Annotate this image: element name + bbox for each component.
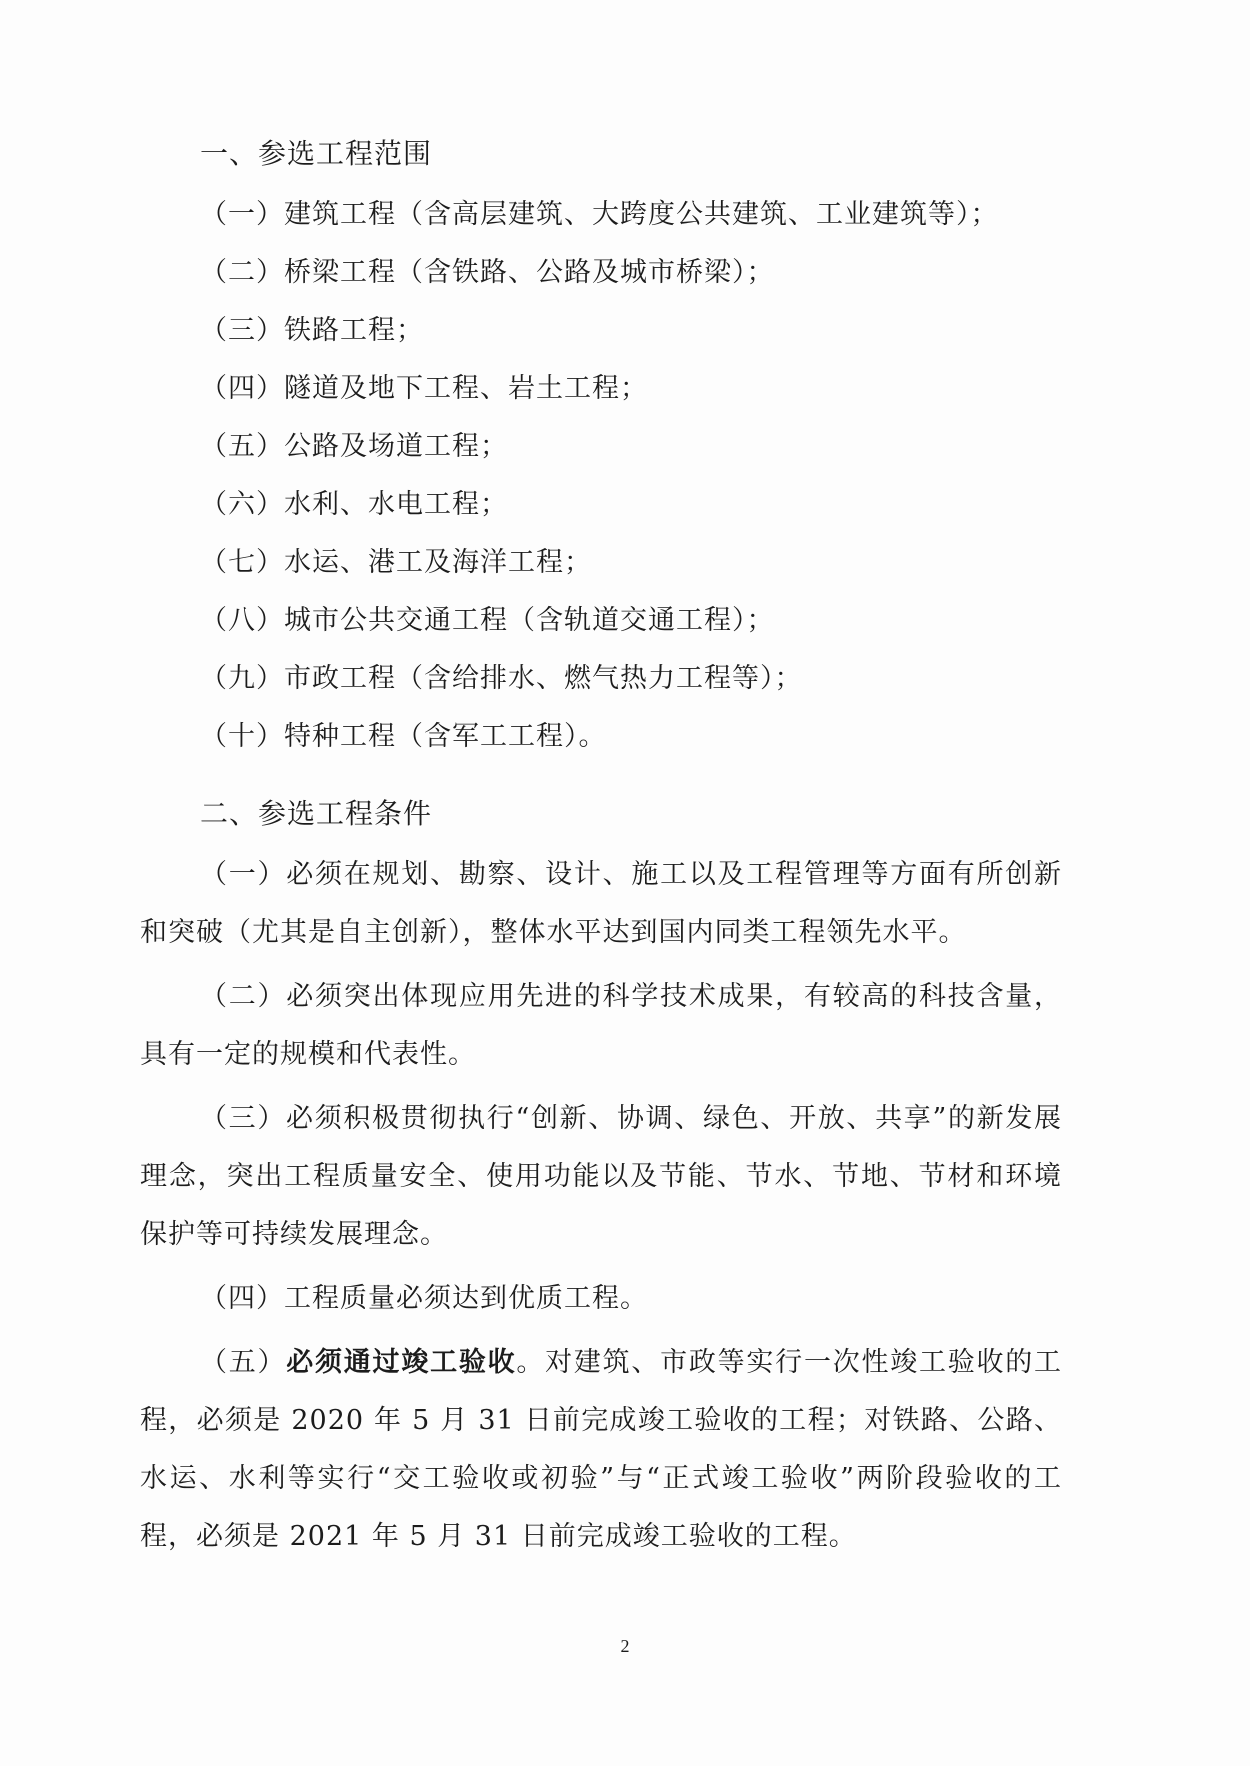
scope-item: （七）水运、港工及海洋工程； — [200, 547, 592, 578]
section-heading-scope: 一、参选工程范围 — [200, 137, 433, 170]
scope-item: （八）城市公共交通工程（含轨道交通工程）； — [200, 605, 775, 636]
scope-item: （六）水利、水电工程； — [200, 489, 508, 520]
condition-bold-text: 必须通过竣工验收 — [286, 1347, 517, 1378]
condition-paragraph: （二）必须突出体现应用先进的科学技术成果，有较高的科技含量，具有一定的规模和代表性。 — [140, 981, 1062, 1070]
scope-item: （一）建筑工程（含高层建筑、大跨度公共建筑、工业建筑等）； — [200, 199, 999, 230]
scope-list — [140, 186, 1062, 766]
section-spacer — [140, 766, 1062, 786]
condition-paragraph: （三）必须积极贯彻执行“创新、协调、绿色、开放、共享”的新发展理念，突出工程质量安全、使用功能以及节能、节水、节地、节材和环境保护等可持续发展理念。 — [140, 1103, 1062, 1250]
scope-item: （二）桥梁工程（含铁路、公路及城市桥梁）； — [200, 257, 775, 288]
condition-rest-text: 。对建筑、市政等实行一次性竣工验收的工程，必须是 2020 年 5 月 31 日前完成竣工验收的工程；对铁路、公路、水运、水利等实行“交工验收或初验”与“正式竣工验收”两阶段验收的工程，必须是 2021 年 5 月 31 日前完成竣工验收的工程。 — [140, 1347, 1063, 1552]
scope-item: （四）隧道及地下工程、岩土工程； — [200, 373, 648, 404]
condition-paragraph: （一）必须在规划、勘察、设计、施工以及工程管理等方面有所创新和突破（尤其是自主创新），整体水平达到国内同类工程领先水平。 — [140, 859, 1062, 948]
conditions-list — [140, 846, 1062, 1566]
page-number: 2 — [620, 1636, 630, 1656]
scope-item: （三）铁路工程； — [200, 315, 424, 346]
scope-item: （五）公路及场道工程； — [200, 431, 508, 462]
condition-paragraph-completion — [140, 1334, 1062, 1566]
document-body — [140, 126, 1062, 1566]
section-heading-conditions: 二、参选工程条件 — [200, 797, 433, 830]
scope-item: （十）特种工程（含军工工程）。 — [200, 721, 607, 752]
scope-item: （九）市政工程（含给排水、燃气热力工程等）； — [200, 663, 803, 694]
condition-prefix: （五） — [200, 1347, 287, 1378]
condition-paragraph: （四）工程质量必须达到优质工程。 — [200, 1283, 648, 1314]
